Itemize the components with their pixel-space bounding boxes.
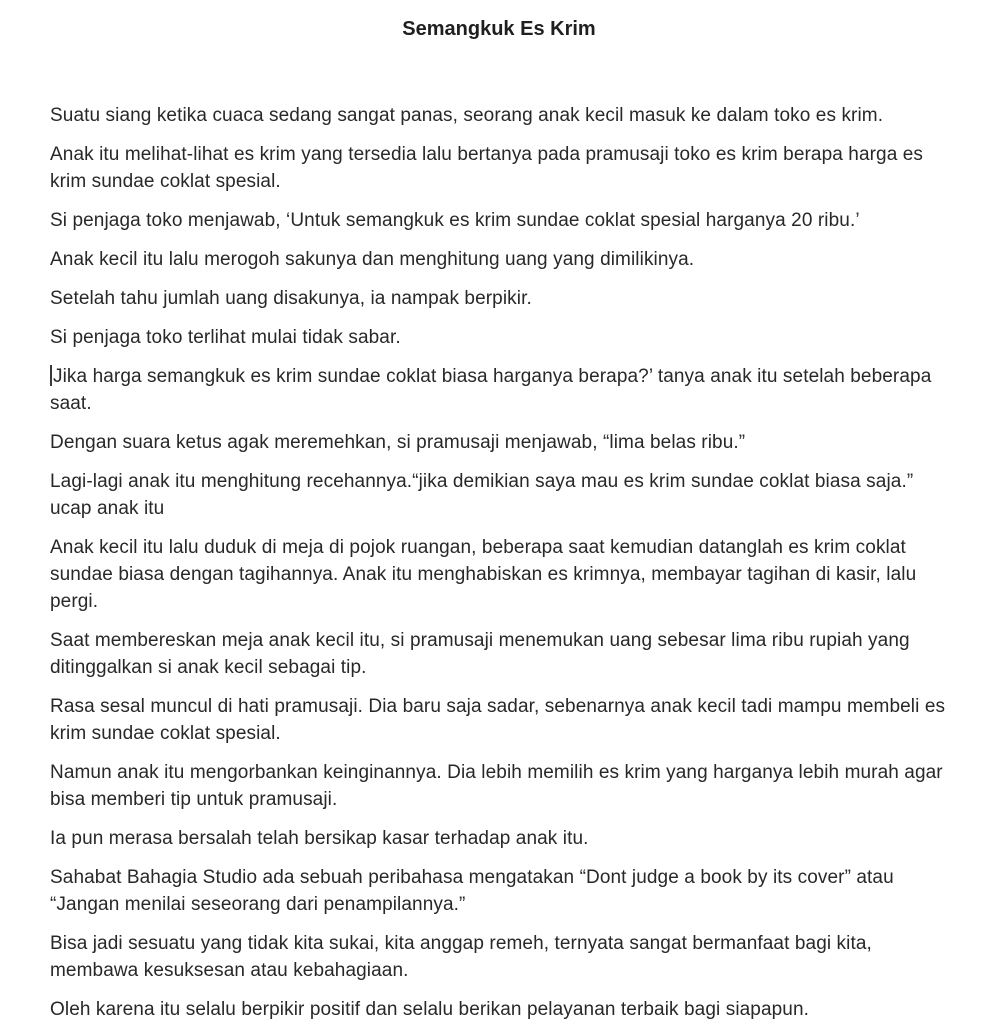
paragraph: Lagi-lagi anak itu menghitung recehannya.“jika demikian saya mau es krim sundae coklat biasa saja.” ucap anak itu xyxy=(50,471,914,519)
paragraph: Anak itu melihat-lihat es krim yang tersedia lalu bertanya pada pramusaji toko es krim berapa harga es krim sundae coklat spesial. xyxy=(50,144,924,192)
document-title: Semangkuk Es Krim xyxy=(402,18,596,40)
paragraph: Setelah tahu jumlah uang disakunya, ia nampak berpikir. xyxy=(50,288,532,309)
paragraph: Sahabat Bahagia Studio ada sebuah peribahasa mengatakan “Dont judge a book by its cover” atau “Jangan menilai seseorang dari penampilannya.” xyxy=(50,867,894,915)
paragraph: Si penjaga toko terlihat mulai tidak sabar. xyxy=(50,327,401,348)
paragraph: Rasa sesal muncul di hati pramusaji. Dia baru saja sadar, sebenarnya anak kecil tadi mampu membeli es krim sundae coklat spesial. xyxy=(50,696,946,744)
paragraph-text: Jika harga semangkuk es krim sundae coklat biasa harganya berapa?’ tanya anak itu setelah beberapa saat. xyxy=(50,366,932,414)
paragraph: Anak kecil itu lalu merogoh sakunya dan menghitung uang yang dimilikinya. xyxy=(50,249,695,270)
paragraph: Ia pun merasa bersalah telah bersikap kasar terhadap anak itu. xyxy=(50,828,589,849)
document-body xyxy=(50,102,948,1023)
paragraph: Oleh karena itu selalu berpikir positif dan selalu berikan pelayanan terbaik bagi siapapun. xyxy=(50,999,810,1020)
text-cursor-icon xyxy=(50,365,52,386)
paragraph: Saat membereskan meja anak kecil itu, si pramusaji menemukan uang sebesar lima ribu rupiah yang ditinggalkan si anak kecil sebagai tip. xyxy=(50,630,910,678)
paragraph: Namun anak itu mengorbankan keinginannya. Dia lebih memilih es krim yang harganya lebih murah agar bisa memberi tip untuk pramusaji. xyxy=(50,762,943,810)
paragraph: Dengan suara ketus agak meremehkan, si pramusaji menjawab, “lima belas ribu.” xyxy=(50,432,746,453)
paragraph: Suatu siang ketika cuaca sedang sangat panas, seorang anak kecil masuk ke dalam toko es krim. xyxy=(50,105,884,126)
paragraph: Anak kecil itu lalu duduk di meja di pojok ruangan, beberapa saat kemudian datanglah es krim coklat sundae biasa dengan tagihannya. Anak itu menghabiskan es krimnya, membayar tagihan di kasir, lalu pergi. xyxy=(50,537,917,612)
paragraph xyxy=(50,363,948,417)
paragraph: Bisa jadi sesuatu yang tidak kita sukai, kita anggap remeh, ternyata sangat bermanfaat bagi kita, membawa kesuksesan atau kebahagiaan. xyxy=(50,933,872,981)
paragraph: Si penjaga toko menjawab, ‘Untuk semangkuk es krim sundae coklat spesial harganya 20 ribu.’ xyxy=(50,210,860,231)
